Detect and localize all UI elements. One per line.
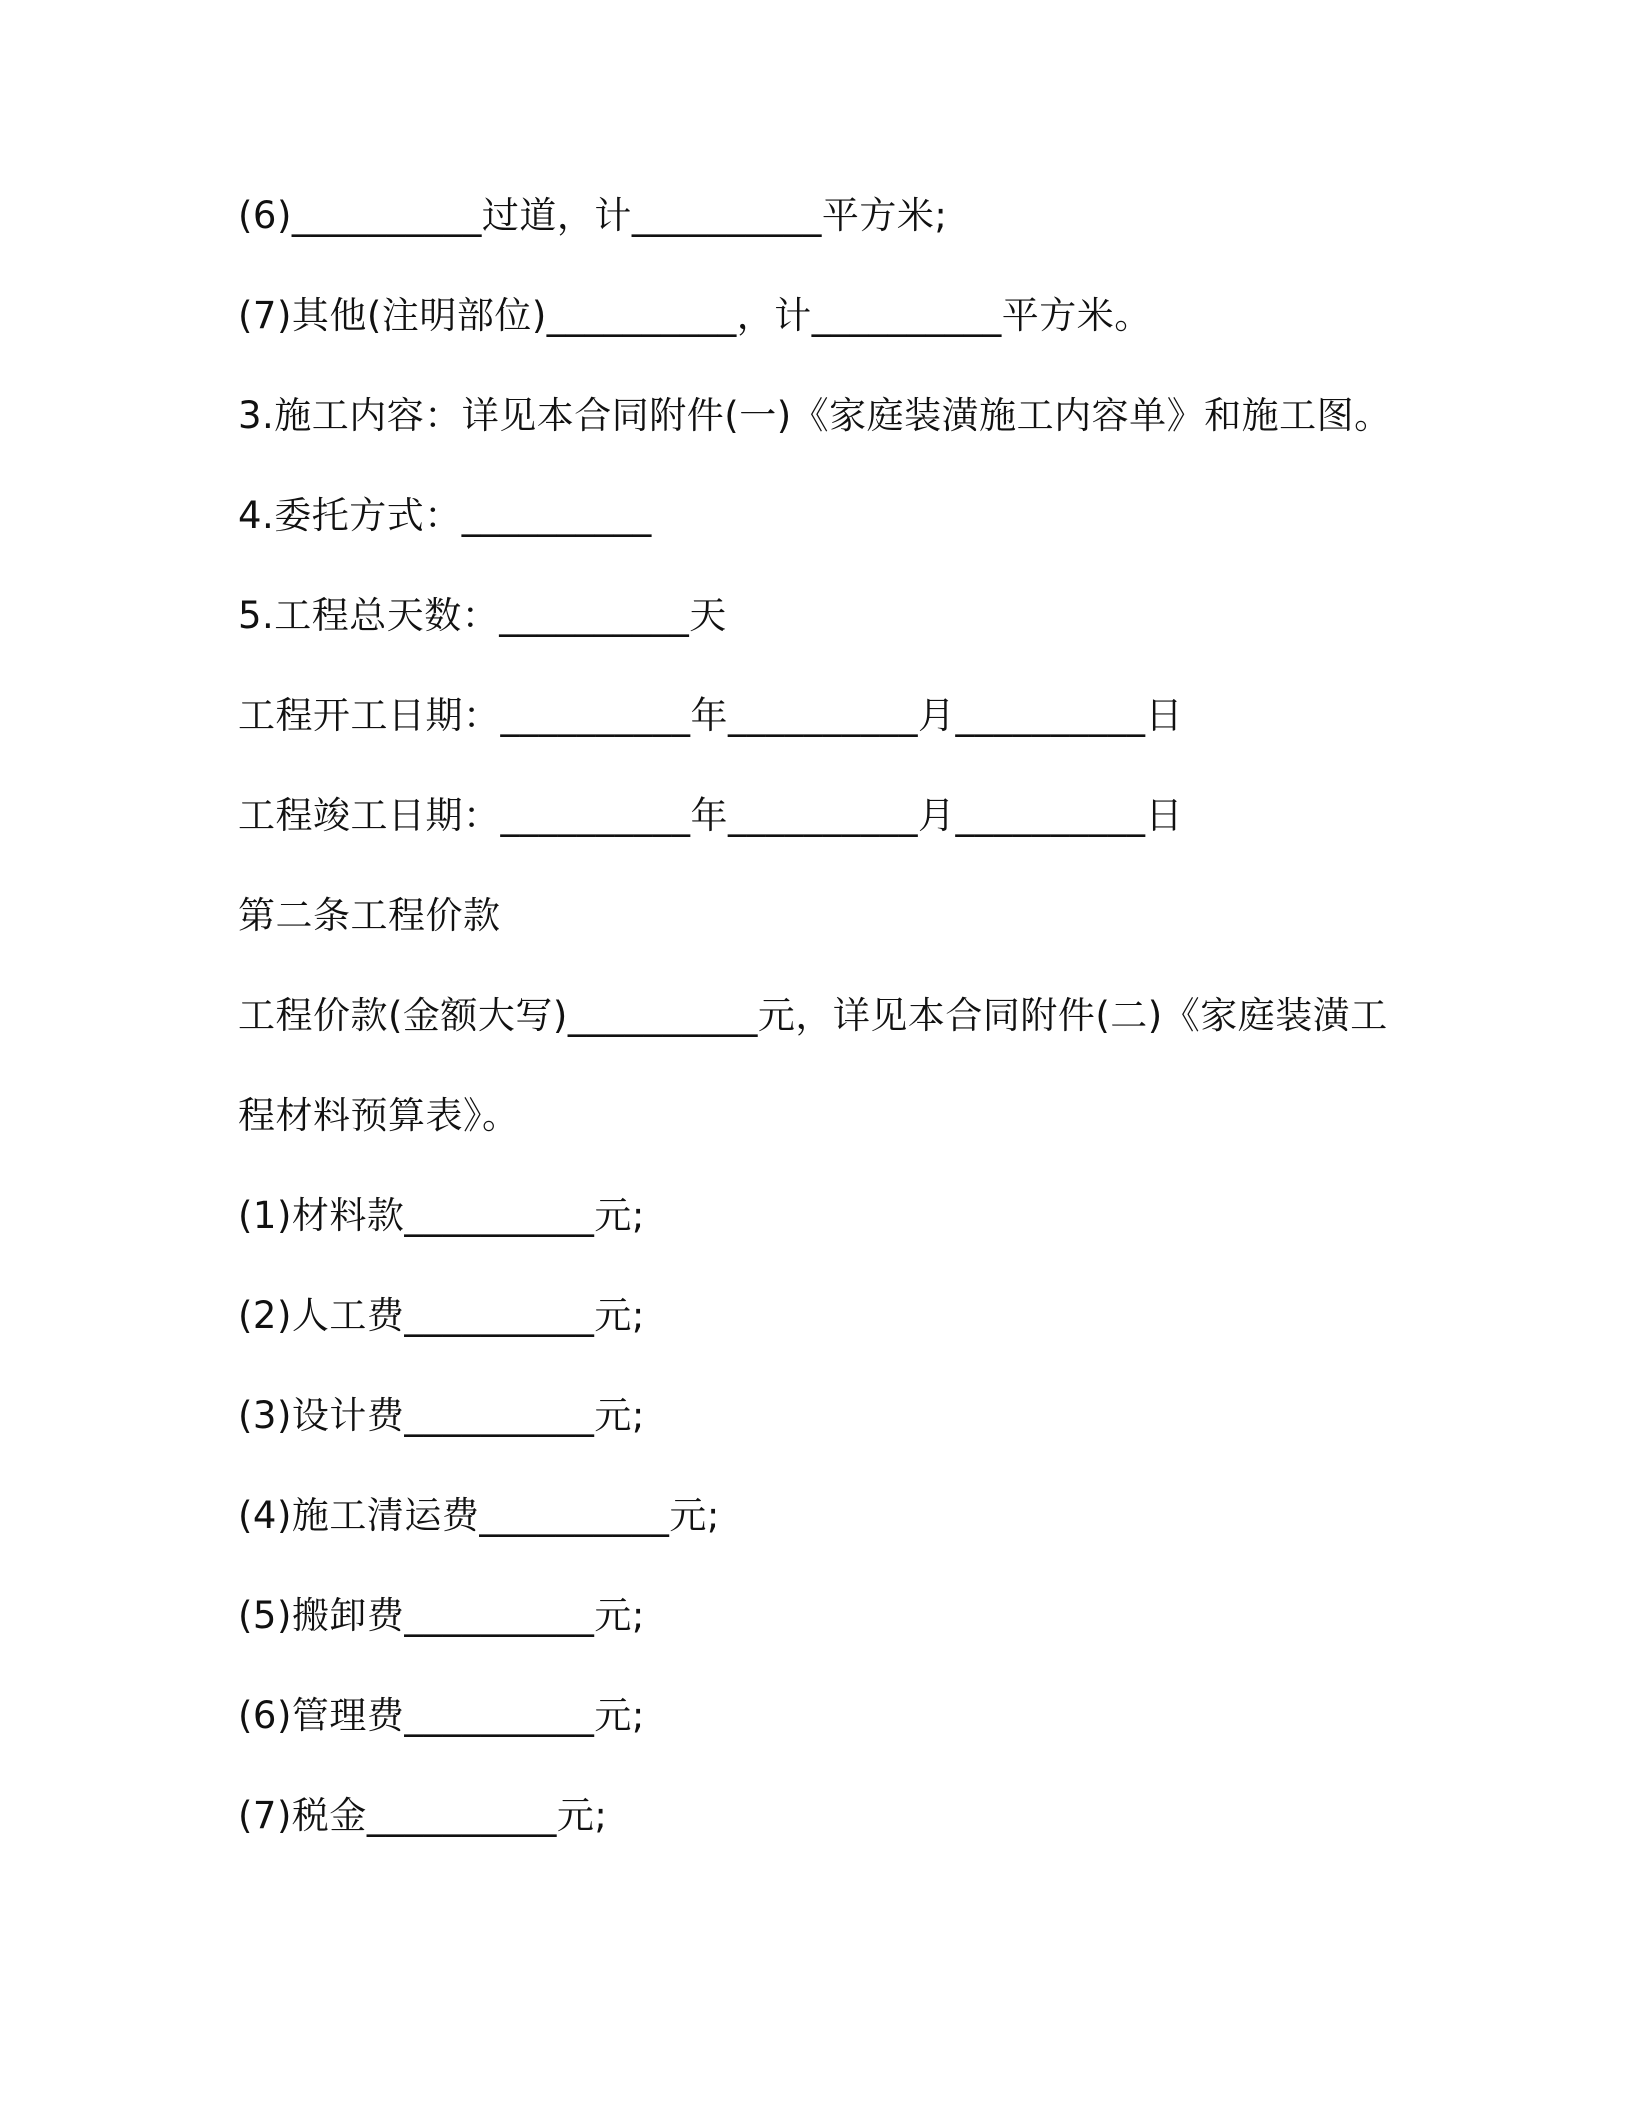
price-paragraph-line-2: 程材料预算表》。 [238, 1094, 520, 1137]
clause-total-days: 5.工程总天数：__________天 [238, 594, 727, 637]
fee-design: (3)设计费__________元; [238, 1394, 645, 1437]
fee-cleanup: (4)施工清运费__________元; [238, 1494, 720, 1537]
clause-construction-content: 3.施工内容：详见本合同附件(一)《家庭装潢施工内容单》和施工图。 [238, 394, 1392, 437]
section-heading-price: 第二条工程价款 [238, 894, 501, 937]
start-date-line: 工程开工日期：__________年__________月__________日 [238, 694, 1183, 737]
fee-material: (1)材料款__________元; [238, 1194, 645, 1237]
item-7-other: (7)其他(注明部位)__________，计__________平方米。 [238, 294, 1152, 337]
clause-commission-method: 4.委托方式：__________ [238, 494, 652, 537]
fee-management: (6)管理费__________元; [238, 1694, 645, 1737]
fee-labor: (2)人工费__________元; [238, 1294, 645, 1337]
completion-date-line: 工程竣工日期：__________年__________月__________日 [238, 794, 1183, 837]
item-6-corridor: (6)__________过道，计__________平方米; [238, 194, 948, 237]
price-paragraph-line-1: 工程价款(金额大写)__________元，详见本合同附件(二)《家庭装潢工 [238, 994, 1388, 1037]
fee-handling: (5)搬卸费__________元; [238, 1594, 645, 1637]
fee-tax: (7)税金__________元; [238, 1794, 608, 1837]
